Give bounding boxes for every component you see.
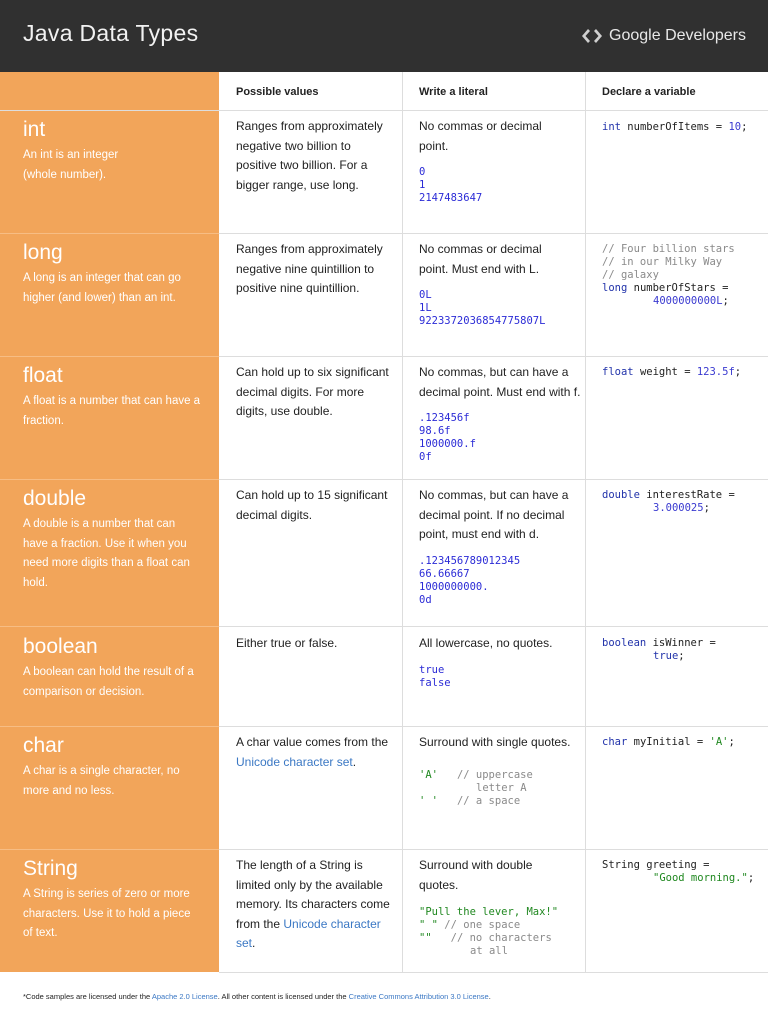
literal-examples-string	[419, 906, 558, 958]
literal-examples-float	[419, 412, 476, 464]
code-type: boolean	[602, 637, 647, 649]
column-header-write-literal: Write a literal	[419, 86, 488, 98]
literal-value: 1	[419, 179, 426, 191]
column-divider	[585, 72, 586, 972]
literal-note-float: No commas, but can have a decimal point. Must end with f.	[419, 365, 581, 399]
literal-value: .123456f	[419, 412, 470, 424]
possible-values-long: Ranges from approximately negative nine quintillion to positive nine quintillion.	[236, 242, 383, 295]
type-desc-int: An int is an integer (whole number).	[23, 149, 119, 181]
unicode-character-set-link[interactable]: Unicode character set	[236, 916, 381, 950]
row-divider	[219, 849, 768, 850]
type-desc-double: A double is a number that can have a fraction. Use it when you need more digits than a float can hold.	[23, 518, 190, 589]
code-comment: // Four billion stars	[602, 243, 735, 255]
type-name-float: float	[23, 364, 63, 387]
type-desc-boolean: A boolean can hold the result of a comparison or decision.	[23, 666, 194, 698]
brand-name: Google Developers	[609, 27, 746, 44]
literal-examples-char	[419, 769, 533, 808]
license-footer	[23, 992, 491, 1001]
code-eq: =	[715, 282, 729, 294]
possible-end: .	[252, 936, 256, 950]
literal-value: 66.66667	[419, 568, 470, 580]
row-divider	[0, 726, 219, 727]
literal-value: false	[419, 677, 451, 689]
literal-note-boolean: All lowercase, no quotes.	[419, 636, 553, 650]
literal-value: 0L	[419, 289, 432, 301]
row-divider	[219, 479, 768, 480]
code-end: ;	[747, 872, 755, 884]
literal-value: ' '	[419, 795, 438, 807]
code-var: greeting	[646, 859, 697, 871]
google-developers-icon	[581, 28, 603, 44]
type-name-double: double	[23, 487, 87, 510]
literal-value: 'A'	[419, 769, 438, 781]
literal-examples-int	[419, 166, 482, 205]
type-name-boolean: boolean	[23, 635, 98, 658]
literal-value: 1000000000.	[419, 581, 489, 593]
literal-value: "Pull the lever, Max!"	[419, 906, 559, 918]
possible-values-float: Can hold up to six significant decimal digits. For more digits, use double.	[236, 365, 389, 418]
code-val: "Good morning."	[653, 872, 748, 884]
declaration-double	[602, 489, 735, 515]
code-type: float	[602, 366, 634, 378]
code-val: true	[653, 650, 679, 662]
declaration-boolean	[602, 637, 716, 663]
row-divider	[0, 626, 219, 627]
row-divider	[219, 356, 768, 357]
row-divider	[0, 356, 219, 357]
type-name-char: char	[23, 734, 64, 757]
declaration-float	[602, 366, 741, 379]
code-eq: =	[677, 366, 697, 378]
code-var: interestRate	[646, 489, 723, 501]
declaration-char	[602, 736, 735, 749]
code-end: ;	[734, 366, 742, 378]
possible-values-string	[236, 856, 394, 954]
creative-commons-link[interactable]: Creative Commons Attribution 3.0 License	[348, 992, 489, 1001]
literal-note-int: No commas or decimal point.	[419, 119, 542, 153]
code-type: double	[602, 489, 640, 501]
literal-value: 1L	[419, 302, 432, 314]
row-divider	[219, 726, 768, 727]
apache-license-link[interactable]: Apache 2.0 License	[151, 992, 218, 1001]
literal-value: 0d	[419, 594, 432, 606]
google-developers-logo[interactable]	[581, 27, 746, 45]
literal-value: .123456789012345	[419, 555, 521, 567]
footer-text: *Code samples are licensed under the	[23, 992, 152, 1001]
code-comment: // no characters	[450, 932, 552, 944]
literal-note-double: No commas, but can have a decimal point. If no decimal point, must end with d.	[419, 488, 569, 541]
type-desc-char: A char is a single character, no more and no less.	[23, 765, 180, 797]
declaration-int	[602, 121, 747, 134]
row-divider	[0, 479, 219, 480]
code-val: 10	[728, 121, 742, 133]
literal-note-string: Surround with double quotes.	[419, 858, 533, 892]
literal-value: 0	[419, 166, 426, 178]
code-comment: // uppercase	[456, 769, 533, 781]
code-comment: // galaxy	[602, 269, 659, 281]
code-val: 123.5f	[696, 366, 735, 378]
unicode-character-set-link[interactable]: Unicode character set	[236, 754, 353, 769]
literal-value: 1000000.f	[419, 438, 476, 450]
literal-value: 9223372036854775807L	[419, 315, 546, 327]
row-divider	[219, 233, 768, 234]
possible-values-double: Can hold up to 15 significant decimal digits.	[236, 488, 388, 522]
code-eq: =	[690, 736, 710, 748]
code-var: weight	[639, 366, 678, 378]
row-divider	[219, 626, 768, 627]
literal-value: true	[419, 664, 445, 676]
literal-note-char: Surround with single quotes.	[419, 735, 571, 749]
row-divider	[219, 972, 768, 973]
code-comment: letter A	[476, 782, 527, 794]
code-comment: // in our Milky Way	[602, 256, 723, 268]
code-comment: // a space	[456, 795, 521, 807]
code-type: long	[602, 282, 628, 294]
literal-value: 98.6f	[419, 425, 451, 437]
literal-examples-double	[419, 555, 520, 607]
code-val: 'A'	[709, 736, 729, 748]
code-val: 4000000000L	[653, 295, 723, 307]
code-eq: =	[709, 121, 729, 133]
type-name-long: long	[23, 241, 63, 264]
code-type: String	[602, 859, 640, 871]
code-end: ;	[741, 121, 748, 133]
literal-examples-boolean	[419, 664, 451, 690]
possible-text: A char value comes from the	[236, 735, 389, 749]
type-name-string: String	[23, 857, 78, 880]
type-desc-long: A long is an integer that can go higher (and lower) than an int.	[23, 272, 181, 304]
code-comment: // one space	[444, 919, 521, 931]
row-divider	[0, 849, 219, 850]
code-end: ;	[728, 736, 735, 748]
declaration-string	[602, 859, 754, 885]
code-var: numberOfItems	[627, 121, 710, 133]
type-name-int: int	[23, 118, 46, 141]
page-title: Java Data Types	[23, 20, 199, 46]
type-desc-float: A float is a number that can have a fraction.	[23, 395, 201, 427]
code-comment: at all	[470, 945, 508, 957]
literal-value: " "	[419, 919, 438, 931]
code-type: int	[602, 121, 621, 133]
footer-text: . All other content is licensed under the	[217, 992, 349, 1001]
literal-note-long: No commas or decimal point. Must end with L.	[419, 242, 542, 276]
possible-values-char	[236, 733, 396, 772]
possible-values-boolean: Either true or false.	[236, 636, 338, 650]
code-eq: =	[722, 489, 735, 501]
code-end: ;	[722, 295, 729, 307]
possible-text: The length of a String is limited only by the available memory. Its characters come from the	[236, 858, 390, 931]
literal-examples-long	[419, 289, 545, 328]
code-eq: =	[703, 637, 716, 649]
code-end: ;	[703, 502, 710, 514]
page-header	[0, 0, 768, 72]
row-divider	[0, 233, 219, 234]
literal-value: 2147483647	[419, 192, 483, 204]
declaration-long	[602, 243, 735, 308]
footer-text: .	[488, 992, 491, 1001]
column-header-declare-variable: Declare a variable	[602, 86, 696, 98]
code-eq: =	[696, 859, 710, 871]
literal-value: 0f	[419, 451, 432, 463]
code-var: isWinner	[652, 637, 704, 649]
code-type: char	[602, 736, 628, 748]
code-var: numberOfStars	[633, 282, 716, 294]
column-divider	[402, 72, 403, 972]
possible-values-int: Ranges from approximately negative two billion to positive two billion. For a bigger range, use long.	[236, 119, 383, 192]
possible-end: .	[352, 754, 357, 769]
literal-value: ""	[419, 932, 432, 944]
code-end: ;	[678, 650, 685, 662]
type-desc-string: A String is series of zero or more characters. Use it to hold a piece of text.	[23, 888, 191, 939]
column-header-possible-values: Possible values	[236, 86, 319, 98]
code-var: myInitial	[633, 736, 691, 748]
code-val: 3.000025	[653, 502, 704, 514]
